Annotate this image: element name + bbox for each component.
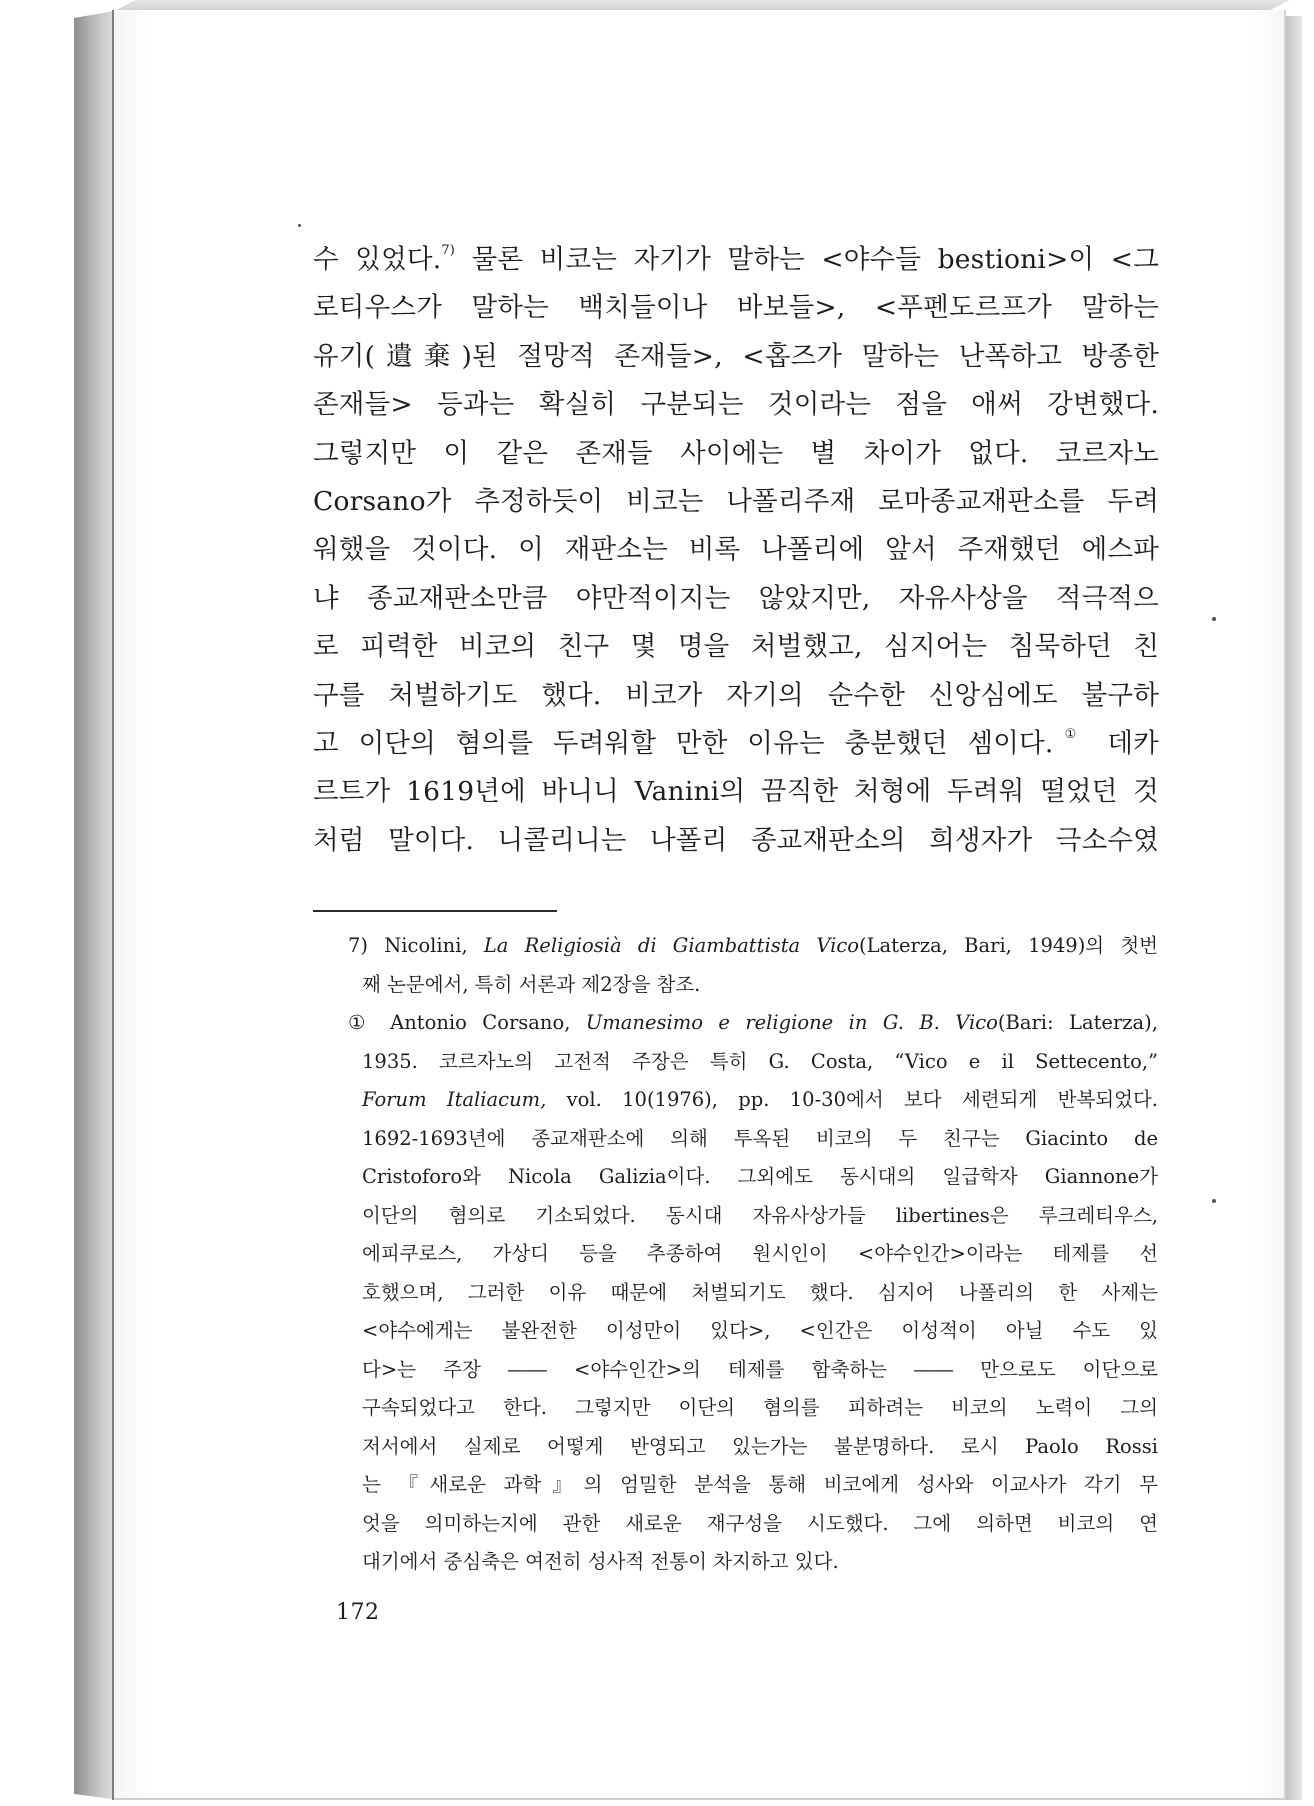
footnote-ref-1: ① <box>1053 726 1088 742</box>
body-line: 고 이단의 혐의를 두려워할 만한 이유는 충분했던 셈이다.① 데카 <box>313 726 1159 759</box>
footnotes <box>348 927 1158 1582</box>
body-line: 그렇지만 이 같은 존재들 사이에는 별 차이가 없다. 코르자노 <box>313 437 1159 469</box>
footnote-1-line: 대기에서 중심축은 여전히 성사적 전통이 차지하고 있다. <box>362 1550 839 1573</box>
body-line: Corsano가 추정하듯이 비코는 나폴리주재 로마종교재판소를 두려 <box>313 485 1159 517</box>
scan-speck <box>1212 617 1216 621</box>
page-number: 172 <box>336 1600 380 1625</box>
body-line: 로 피력한 비코의 친구 몇 명을 처벌했고, 심지어는 침묵하던 친 <box>313 631 1159 663</box>
footnote-1-line: <야수에게는 불완전한 이성만이 있다>, <인간은 이성적이 아닐 수도 있 <box>362 1319 1158 1342</box>
scan-speck <box>1212 1199 1216 1203</box>
body-line: 냐 종교재판소만큼 야만적이지는 않았지만, 자유사상을 적극적으 <box>313 582 1159 614</box>
footnote-1-line: 1935. 코르자노의 고전적 주장은 특히 G. Costa, “Vico e il Settecento,” <box>362 1049 1158 1073</box>
footnote-1-line: Forum Italiacum, vol. 10(1976), pp. 10-30에서 보다 세련되게 반복되었다. <box>362 1088 1158 1111</box>
footnote-1-line: 는 『새로운 과학』의 엄밀한 분석을 통해 비코에게 성사와 이교사가 각기 무 <box>362 1473 1158 1496</box>
body-line: 로티우스가 말하는 백치들이나 바보들>, <푸펜도르프가 말하는 <box>313 292 1159 324</box>
body-line: 유기(遺棄)된 절망적 존재들>, <홉즈가 말하는 난폭하고 방종한 <box>313 340 1159 372</box>
footnote-1-line: 엇을 의미하는지에 관한 새로운 재구성을 시도했다. 그에 의하면 비코의 연 <box>362 1511 1158 1535</box>
footnote-1-line: 구속되었다고 한다. 그렇지만 이단의 혐의를 피하려는 비코의 노력이 그의 <box>362 1396 1158 1419</box>
footnote-1-title: Umanesimo e religione in G. B. Vico <box>585 1011 998 1034</box>
footnote-1-line: 저서에서 실제로 어떻게 반영되고 있는가는 불분명하다. 로시 Paolo Rossi <box>362 1434 1158 1458</box>
footnote-separator <box>313 910 557 912</box>
footnote-1-line: 호했으며, 그러한 이유 때문에 처벌되기도 했다. 심지어 나폴리의 한 사제는 <box>362 1280 1158 1304</box>
footnote-1-line: Cristoforo와 Nicola Galizia이다. 그외에도 동시대의 일급학자 Giannone가 <box>362 1165 1158 1188</box>
footnote-7-line: 7) Nicolini, La Religiosià di Giambattista Vico(Laterza, Bari, 1949)의 첫번 <box>348 934 1159 957</box>
body-line: 수 있었다.$^{7)}$ 물론 비코는 자기가 말하는 <야수들 bestioni>이 <그 <box>313 243 1160 275</box>
footnote-7-line: 째 논문에서, 특히 서론과 제2장을 참조. <box>362 972 701 996</box>
body-line: 구를 처벌하기도 했다. 비코가 자기의 순수한 신앙심에도 불구하 <box>313 679 1159 711</box>
footnote-ref-7: 7) <box>441 243 456 258</box>
footnote-1-line: 1692-1693년에 종교재판소에 의해 투옥된 비코의 두 친구는 Giacinto de <box>362 1126 1158 1150</box>
footnote-1-line: 에피쿠로스, 가상디 등을 추종하여 원시인이 <야수인간>이라는 테제를 선 <box>362 1242 1158 1265</box>
page-edge-shadow <box>1284 16 1302 1800</box>
scan-speck <box>298 224 301 227</box>
spine-line <box>112 10 114 1800</box>
footnote-1-line: 다>는 주장 ―― <야수인간>의 테제를 함축하는 ―― 만으로도 이단으로 <box>362 1357 1158 1381</box>
main-body-text <box>313 236 1159 865</box>
body-line: 처럼 말이다. 니콜리니는 나폴리 종교재판소의 희생자가 극소수였 <box>313 824 1159 856</box>
footnote-7-title: La Religiosià di Giambattista Vico <box>483 934 859 957</box>
footnote-1-line: 이단의 혐의로 기소되었다. 동시대 자유사상가들 libertines은 루크레티우스, <box>362 1203 1158 1227</box>
body-line: 워했을 것이다. 이 재판소는 비록 나폴리에 앞서 주재했던 에스파 <box>313 534 1159 566</box>
body-line: 르트가 1619년에 바니니 Vanini의 끔직한 처형에 두려워 떨었던 것 <box>313 776 1159 808</box>
body-line: 존재들> 등과는 확실히 구분되는 것이라는 점을 애써 강변했다. <box>313 389 1159 421</box>
footnote-1-line: ① Antonio Corsano, Umanesimo e religione in G. B. Vico(Bari: Laterza), <box>348 1011 1158 1034</box>
